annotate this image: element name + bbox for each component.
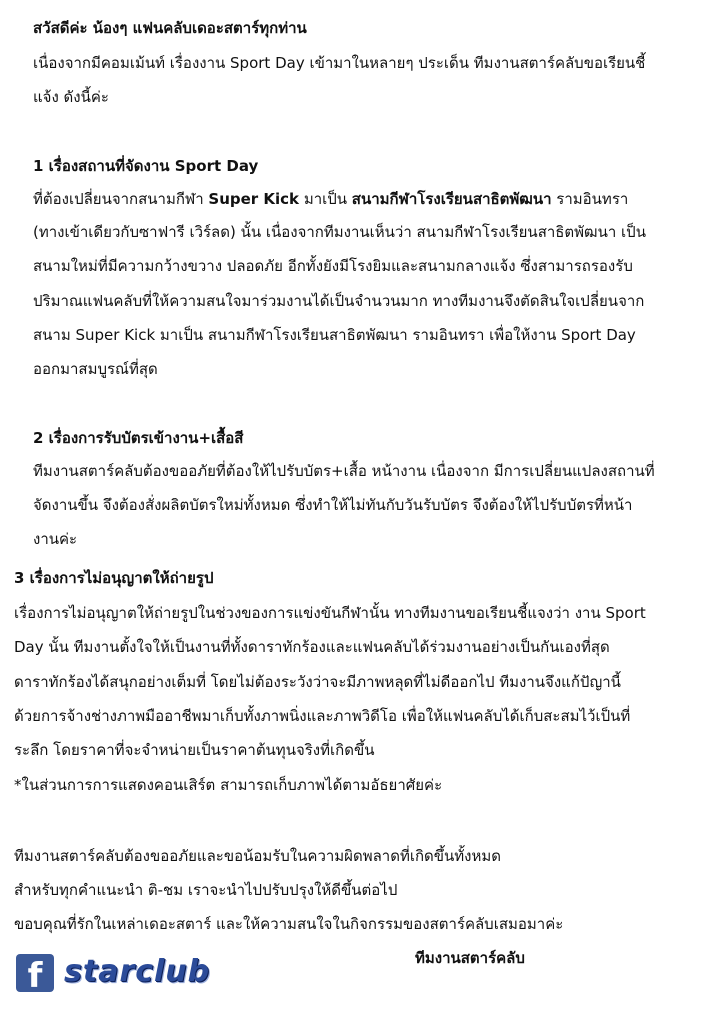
intro-line: เนื่องจากมีคอมเม้นท์ เรื่องงาน Sport Day เข้ามาในหลายๆ ประเด็น ทีมงานสตาร์คลับขอเรียนชี้	[33, 54, 646, 72]
section1-old-venue: Super Kick	[208, 190, 300, 208]
section1-first-line-mid: มาเป็น	[299, 190, 352, 208]
section3-line: Day นั้น ทีมงานตั้งใจให้เป็นงานที่ทั้งดาราทักร้องและแฟนคลับได้ร่วมงานอย่างเป็นกันเองที่สุด	[14, 638, 610, 656]
section2-line: จัดงานขึ้น จึงต้องสั่งผลิตบัตรใหม่ทั้งหมด ซึ่งทำให้ไม่ทันกับวันรับบัตร จึงต้องให้ไปรับบัตรที่หน้า	[33, 496, 633, 514]
section1-line: ออกมาสมบูรณ์ที่สุด	[33, 360, 158, 378]
brand-logos	[16, 952, 216, 996]
section1-line: ปริมาณแฟนคลับที่ให้ความสนใจมาร่วมงานได้เป็นจำนวนมาก ทางทีมงานจึงตัดสินใจเปลี่ยนจาก	[33, 292, 645, 310]
closing-line: สำหรับทุกคำแนะนำ ติ-ชม เราจะนำไปปรับปรุงให้ดีขึ้นต่อไป	[14, 881, 398, 899]
signature: ทีมงานสตาร์คลับ	[415, 949, 525, 967]
section3-note: *ในส่วนการการแสดงคอนเสิร์ต สามารถเก็บภาพได้ตามอัธยาศัยค่ะ	[14, 776, 443, 794]
section2-heading: 2 เรื่องการรับบัตรเข้างาน+เสื้อสี	[33, 429, 244, 447]
closing-line: ทีมงานสตาร์คลับต้องขออภัยและขอน้อมรับในความผิดพลาดที่เกิดขึ้นทั้งหมด	[14, 847, 502, 865]
section1-line: สนามใหม่ที่มีความกว้างขวาง ปลอดภัย อีกทั้งยังมีโรงยิมและสนามกลางแจ้ง ซึ่งสามารถรองรับ	[33, 257, 633, 275]
section3-line: เรื่องการไม่อนุญาตให้ถ่ายรูปในช่วงของการแข่งขันกีฬานั้น ทางทีมงานขอเรียนชี้แจงว่า งาน Sport	[14, 604, 646, 622]
intro-line: แจ้ง ดังนี้ค่ะ	[33, 88, 109, 106]
section1-first-line-post: รามอินทรา	[551, 190, 629, 208]
section1-line: สนาม Super Kick มาเป็น สนามกีฬาโรงเรียนสาธิตพัฒนา รามอินทรา เพื่อให้งาน Sport Day	[33, 326, 636, 344]
section2-line: ทีมงานสตาร์คลับต้องขออภัยที่ต้องให้ไปรับบัตร+เสื้อ หน้างาน เนื่องจาก มีการเปลี่ยนแปลงสถานที่	[33, 462, 655, 480]
section3-line: ระลึก โดยราคาที่จะจำหน่ายเป็นราคาต้นทุนจริงที่เกิดขึ้น	[14, 741, 375, 759]
section1-first-line	[33, 189, 628, 209]
section3-line: ดาราทักร้องได้สนุกอย่างเต็มที่ โดยไม่ต้องระวังว่าจะมีภาพหลุดที่ไม่ดีออกไป ทีมงานจึงแก้ปัญานี้	[14, 673, 621, 691]
section1-first-line-pre: ที่ต้องเปลี่ยนจากสนามกีฬา	[33, 190, 209, 208]
greeting: สวัสดีค่ะ น้องๆ แฟนคลับเดอะสตาร์ทุกท่าน	[33, 19, 307, 37]
section3-line: ด้วยการจ้างช่างภาพมืออาชีพมาเก็บทั้งภาพนิ่งและภาพวิดีโอ เพื่อให้แฟนคลับได้เก็บสะสมไว้เป็นที่	[14, 707, 631, 725]
section2-line: งานค่ะ	[33, 530, 78, 548]
starclub-logo: starclub	[64, 954, 211, 989]
section3-heading: 3 เรื่องการไม่อนุญาตให้ถ่ายรูป	[14, 569, 214, 587]
section1-heading: 1 เรื่องสถานที่จัดงาน Sport Day	[33, 157, 259, 175]
facebook-icon: f	[16, 954, 54, 992]
section1-new-venue: สนามกีฬาโรงเรียนสาธิตพัฒนา	[351, 190, 552, 208]
section1-line: (ทางเข้าเดียวกับซาฟารี เวิร์ลด) นั้น เนื่องจากทีมงานเห็นว่า สนามกีฬาโรงเรียนสาธิตพัฒนา เป็น	[33, 223, 646, 241]
closing-line: ขอบคุณที่รักในเหล่าเดอะสตาร์ และให้ความสนใจในกิจกรรมของสตาร์คลับเสมอมาค่ะ	[14, 915, 564, 933]
